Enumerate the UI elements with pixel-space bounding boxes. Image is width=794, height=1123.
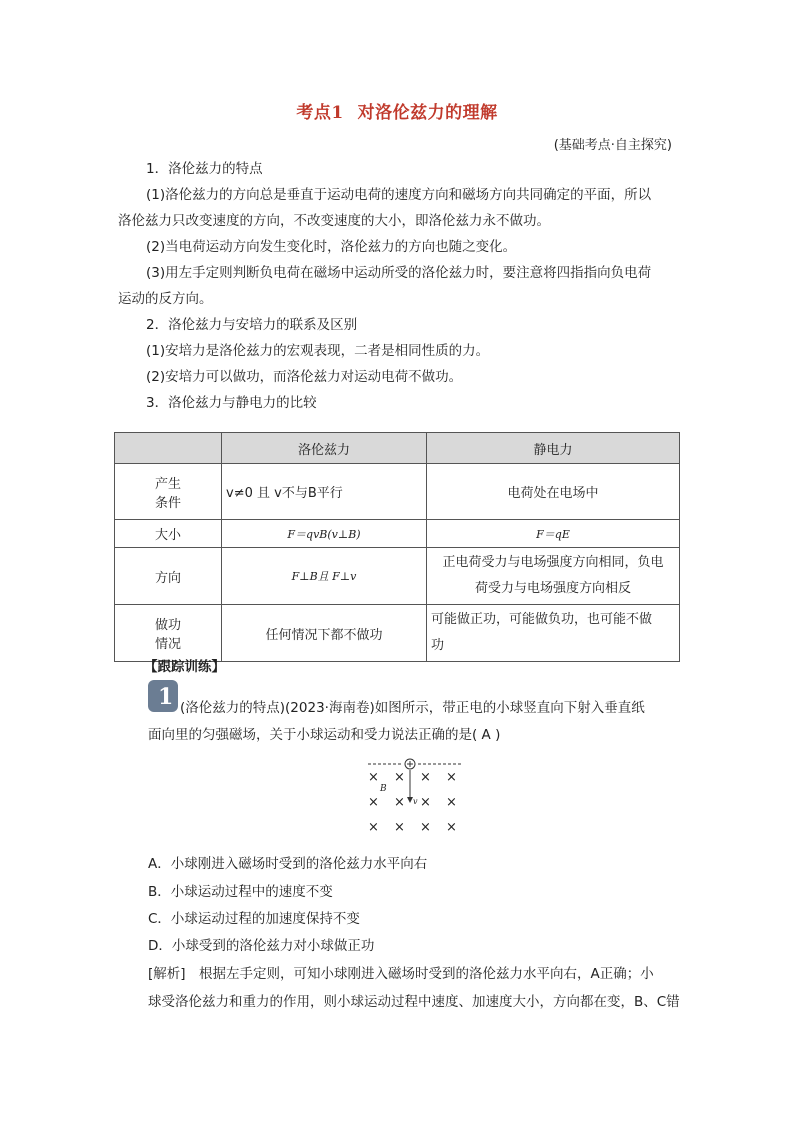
table-header-cell xyxy=(115,433,222,464)
row-label-line1: 产生 xyxy=(154,476,181,492)
section3-heading: 3．洛伦兹力与静电力的比较 xyxy=(146,395,317,411)
analysis-block xyxy=(148,960,680,1016)
table-row xyxy=(115,520,680,548)
row-label-line1: 大小 xyxy=(154,528,181,543)
electric-cell xyxy=(427,520,680,548)
title-text: 对洛伦兹力的理解 xyxy=(357,103,498,123)
option-d: D．小球受到的洛伦兹力对小球做正功 xyxy=(148,938,375,954)
field-cross: × xyxy=(368,795,379,810)
field-cross: × xyxy=(394,770,405,785)
row-label-line2: 条件 xyxy=(154,495,181,511)
section-title xyxy=(0,98,794,123)
section1-block xyxy=(118,156,678,416)
section1-p1-line2: 洛伦兹力只改变速度的方向，不改变速度的大小，即洛伦兹力永不做功。 xyxy=(118,213,550,229)
analysis-line2: 球受洛伦兹力和重力的作用，则小球运动过程中速度、加速度大小，方向都在变，B、C错 xyxy=(148,994,680,1010)
field-label-b: B xyxy=(380,784,387,794)
row-label xyxy=(115,605,222,662)
field-cross: × xyxy=(368,770,379,785)
question-number: 1 xyxy=(158,684,174,710)
analysis-line1: [解析] 根据左手定则，可知小球刚进入磁场时受到的洛伦兹力水平向右，A正确；小 xyxy=(148,966,654,982)
electric-cell xyxy=(427,464,680,520)
section2-heading: 2．洛伦兹力与安培力的联系及区别 xyxy=(146,317,358,333)
electric-cell-line2: 荷受力与电场强度方向相反 xyxy=(474,581,631,596)
field-cross: × xyxy=(420,770,431,785)
table-header-row xyxy=(115,433,680,464)
field-cross: × xyxy=(420,795,431,810)
title-label: 考点1 xyxy=(296,103,344,123)
electric-cell-line1: 正电荷受力与电场强度方向相同，负电 xyxy=(442,555,664,570)
option-c: C．小球运动过程的加速度保持不变 xyxy=(148,911,360,927)
velocity-label: v xyxy=(413,797,418,806)
electric-cell-line1: 电荷处在电场中 xyxy=(507,486,599,501)
lorentz-cell: F＝qvB(v⊥B) xyxy=(222,520,427,548)
subtitle: (基础考点·自主探究) xyxy=(553,138,672,153)
table-header-cell: 静电力 xyxy=(427,433,680,464)
question-text-2 xyxy=(148,722,680,748)
section1-p3-line2: 运动的反方向。 xyxy=(118,291,213,307)
tracking-label: 【跟踪训练】 xyxy=(144,659,225,675)
electric-cell-line1: 可能做正功，可能做负功，也可能不做 xyxy=(431,612,653,627)
electric-cell-line1: F＝qE xyxy=(536,527,570,541)
lorentz-cell: F⊥B且 F⊥v xyxy=(222,548,427,605)
field-cross: × xyxy=(368,820,379,835)
electric-cell xyxy=(427,548,680,605)
section1-p3-line1: (3)用左手定则判断负电荷在磁场中运动所受的洛伦兹力时，要注意将四指指向负电荷 xyxy=(146,265,652,281)
lorentz-cell: v≠0 且 v不与B平行 xyxy=(222,464,427,520)
row-label-line1: 方向 xyxy=(154,570,181,586)
question-line1: (洛伦兹力的特点)(2023·海南卷)如图所示，带正电的小球竖直向下射入垂直纸 xyxy=(180,700,645,716)
section1-p2: (2)当电荷运动方向发生变化时，洛伦兹力的方向也随之变化。 xyxy=(146,239,517,255)
question-text xyxy=(180,695,680,721)
row-label xyxy=(115,464,222,520)
table-row xyxy=(115,464,680,520)
row-label xyxy=(115,520,222,548)
section2-p1: (1)安培力是洛伦兹力的宏观表现，二者是相同性质的力。 xyxy=(146,343,490,359)
table-row xyxy=(115,605,680,662)
field-cross: × xyxy=(420,820,431,835)
lorentz-cell: 任何情况下都不做功 xyxy=(222,605,427,662)
magnetic-field-figure xyxy=(360,755,470,835)
table-header-cell: 洛伦兹力 xyxy=(222,433,427,464)
option-a: A．小球刚进入磁场时受到的洛伦兹力水平向右 xyxy=(148,856,428,872)
field-cross: × xyxy=(394,820,405,835)
electric-cell xyxy=(427,605,680,662)
row-label xyxy=(115,548,222,605)
comparison-table xyxy=(114,432,680,662)
section1-p1-line1: (1)洛伦兹力的方向总是垂直于运动电荷的速度方向和磁场方向共同确定的平面，所以 xyxy=(146,187,652,203)
table-row xyxy=(115,548,680,605)
option-b: B．小球运动过程中的速度不变 xyxy=(148,884,333,900)
section2-p2: (2)安培力可以做功，而洛伦兹力对运动电荷不做功。 xyxy=(146,369,463,385)
question-line2: 面向里的匀强磁场，关于小球运动和受力说法正确的是( A ) xyxy=(148,727,501,743)
question-number-badge xyxy=(148,680,178,712)
field-cross: × xyxy=(446,795,457,810)
electric-cell-line2: 功 xyxy=(431,638,445,653)
field-cross: × xyxy=(394,795,405,810)
row-label-line1: 做功 xyxy=(154,618,181,633)
field-cross: × xyxy=(446,820,457,835)
section1-heading: 1．洛伦兹力的特点 xyxy=(146,161,263,177)
field-cross: × xyxy=(446,770,457,785)
row-label-line2: 情况 xyxy=(154,637,181,652)
